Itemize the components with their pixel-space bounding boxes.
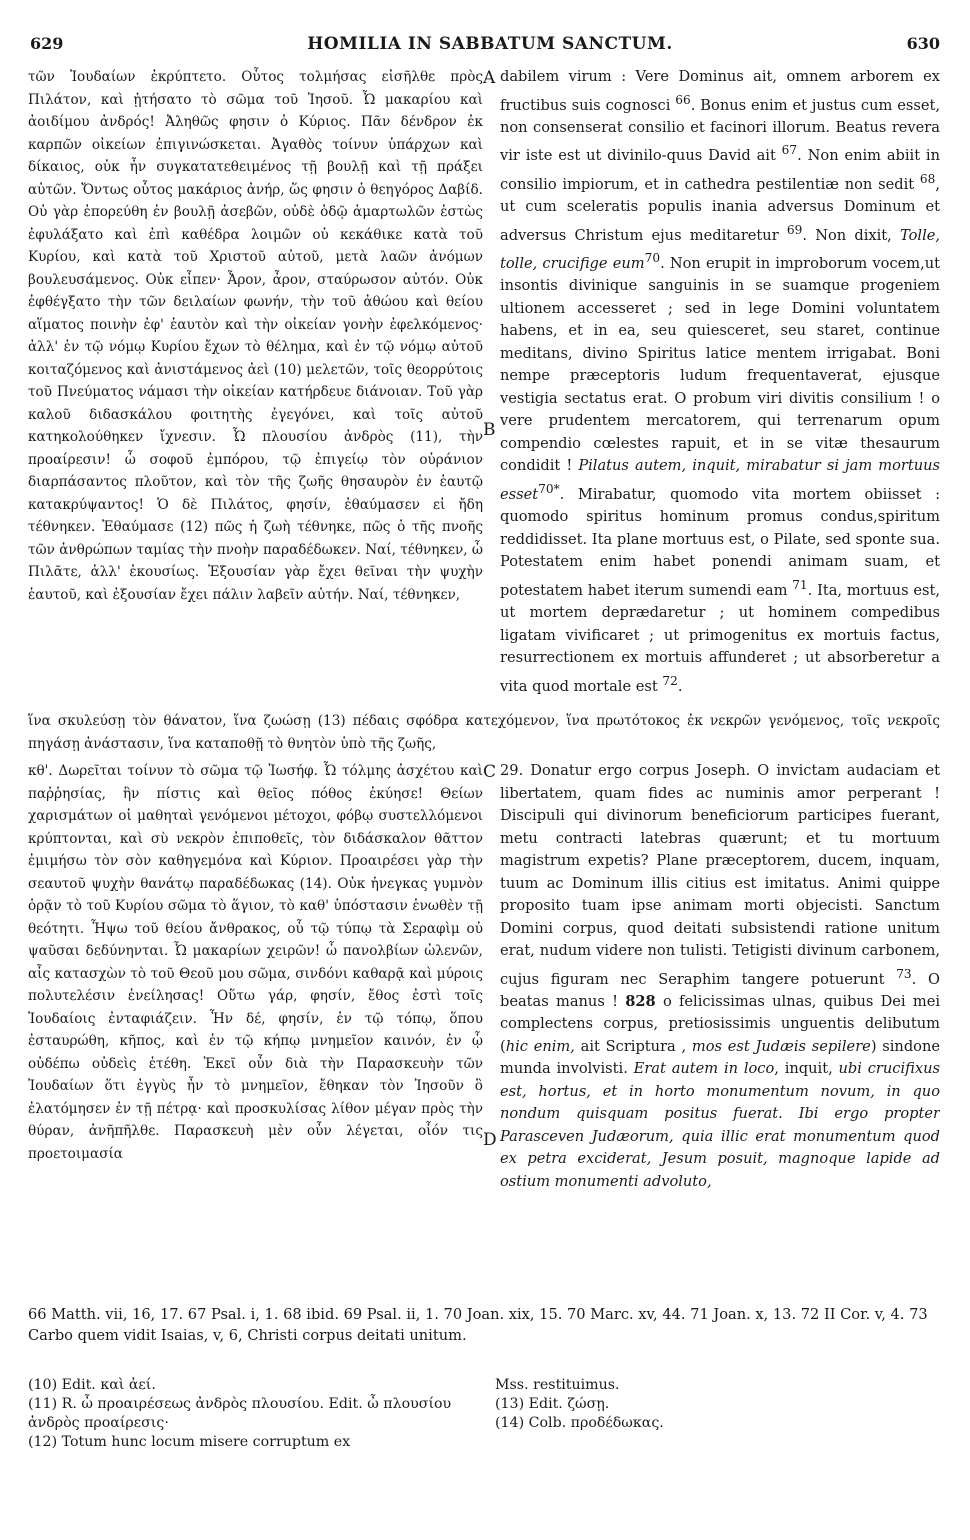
right-page-number: 630 <box>906 34 940 53</box>
footnotes: 66 Matth. vii, 16, 17. 67 Psal. i, 1. 68 ibid. 69 Psal. ii, 1. 70 Joan. xix, 15. 70 Marc. xv, 44. 71 Joan. x, 13. 72 II Cor. v, 4. 73 Carbo quem vidit Isaias, v, 6, Christi corpus deitati unitum. <box>28 1306 928 1344</box>
greek-full-width-line: ἵνα σκυλεύσῃ τὸν θάνατον, ἵνα ζωώσῃ (13) πέδαις σφόδρα κατεχόμενον, ἵνα πρωτότοκος ἐκ νεκρῶν γενόμενος, τοῖς νεκροῖς πηγάσῃ ἀνάστασιν, ἵνα καταποθῇ τὸ θνητὸν ὑπὸ τῆς ζωῆς, <box>28 713 940 752</box>
latin-italic: Pilatus autem, inquit, mirabatur si jam mortuus esset <box>500 457 940 503</box>
greek-column-lower: κθ'. Δωρεῖται τοίνυν τὸ σῶμα τῷ Ἰωσήφ. Ὦ τόλμης ἀσχέτου καὶ παῤῥησίας, ἣν πίστις καὶ θεῖος πόθος ἐκύησε! Θείων χαρισμάτων οἱ μαθηταὶ γενόμενοι μέτοχοι, φόβῳ συστελλόμενοι κρύπτονται, καὶ σὺ νεκρὸν ἐπιποθεῖς, τὸν διδάσκαλον θᾶττον ἐμιμήσω τὸν σὸν καθηγεμόνα καὶ Κύριον. Προαιρέσει γὰρ τὴν σεαυτοῦ ψυχὴν θανάτῳ παραδέδωκας (14). Οὐκ ἠνεγκας γυμνὸν ὁρᾷν τὸ τοῦ Κυρίου σῶμα τὸ ἅγιον, τὸ καθ' ὑπόστασιν ἑνωθὲν τῇ θεότητι. Ἧψω τοῦ θείου ἄνθρακος, οὗ τῷ τύπῳ τὰ Σεραφὶμ οὐ ψαῦσαι δεδύνηνται. Ὦ μακαρίων χειρῶν! ὦ πανολβίων ὠλενῶν, αἷς κατασχὼν τὸ τοῦ Θεοῦ μου σῶμα, σινδόνι καθαρᾷ καὶ μύροις πολυτελέσιν ἐνείλησας! Οὕτω γάρ, φησίν, ἔθος ἐστὶ τοῖς Ἰουδαίοις ἐνταφιάζειν. Ἦν δέ, φησίν, ἐν τῷ τόπῳ, ὅπου ἐσταυρώθη, κῆπος, καὶ ἐν τῷ κήπῳ μνημεῖον καινόν, ἐν ᾧ οὐδέπω οὐδεὶς ἐτέθη. Ἐκεῖ οὖν διὰ τὴν Παρασκευὴν τῶν Ἰουδαίων ὅτι ἐγγὺς ἦν τὸ μνημεῖον, ἔθηκαν τὸν Ἰησοῦν ὃ ἐλατόμησεν ἐν τῇ πέτρᾳ· καὶ προσκυλίσας λίθον μέγαν πρὸς τὴν θύραν, ἀνῆπῆλθε. Παρασκευὴ μὲν οὖν λέγεται, οἷόν τις προετοιμασία <box>28 763 483 1162</box>
margin-letter-d: D <box>483 1130 497 1150</box>
footnote-ref: 70 <box>644 250 661 265</box>
footnote-ref: 67 <box>781 143 798 158</box>
latin-text: . <box>677 677 683 695</box>
variant-reading: Mss. restituimus. <box>495 1377 620 1393</box>
variant-reading: (12) Totum hunc locum misere corruptum ex <box>28 1434 351 1450</box>
latin-italic: hic enim, <box>505 1037 575 1055</box>
left-page-number: 629 <box>30 34 64 53</box>
variant-reading: (11) R. ὦ προαιρέσεως ἀνδρὸς πλουσίου. Edit. ὦ πλουσίου ἀνδρὸς προαίρεσις· <box>28 1396 452 1431</box>
column-number: 828 <box>625 992 656 1010</box>
greek-column-top: τῶν Ἰουδαίων ἐκρύπτετο. Οὗτος τολμήσας εἰσῆλθε πρὸς Πιλάτον, καὶ ᾐτήσατο τὸ σῶμα τοῦ Ἰησοῦ. Ὦ μακαρίου καὶ ἀοιδίμου ἀνδρός! Ἀληθῶς φησιν ὁ Κύριος. Πᾶν δένδρον ἐκ καρπῶν οἰκείων ἐπιγινώσκεται. Ἀγαθὸς τοίνυν ὑπάρχων καὶ δίκαιος, οὐκ ἦν συγκατατεθειμένος τῇ βουλῇ καὶ τῇ πράξει αὐτῶν. Ὄντως οὗτος μακάριος ἀνήρ, ὥς φησιν ὁ θεηγόρος Δαβίδ. Οὐ γὰρ ἐπορεύθη ἐν βουλῇ ἀσεβῶν, οὐδὲ ὁδῷ ἁμαρτωλῶν ἑστὼς ἐφυλάξατο καὶ ἐπὶ καθέδρα λοιμῶν οὐ κεκάθικε κατὰ τοῦ Κυρίου, καὶ κατὰ τοῦ Χριστοῦ αὐτοῦ, μετὰ λαῶν ἀνόμων βουλευσάμενος. Οὐκ εἶπεν· Ἆρον, ἆρον, σταύρωσον αὐτόν. Οὐκ ἐφθέγξατο τὴν τῶν δειλαίων φωνήν, τὴν τοῦ ἀθώου καὶ θείου αἵματος ποινὴν ἐφ' ἑαυτὸν καὶ τὴν οἰκείαν γονὴν ἐφελκόμενος· ἀλλ' ἐν τῷ νόμῳ Κυρίου ἔχων τὸ θέλημα, καὶ ἐν τῷ νόμῳ αὐτοῦ κοιταζόμενος καὶ ἀνιστάμενος ἀεὶ (10) μελετῶν, τοῖς θεορρύτοις τοῦ Πνεύματος νάμασι τὴν οἰκείαν κατήρδευε διάνοιαν. Τοῦ γὰρ καλοῦ διδασκάλου φοιτητὴς ἐγεγόνει, καὶ τοῖς αὐτοῦ κατηκολούθηκεν ἴχνεσιν. Ὦ πλουσίου ἀνδρὸς (11), τὴν προαίρεσιν! ὦ σοφοῦ ἐμπόρου, τῷ ἐπιγείῳ τὸν οὐράνιον διαρπάσαντος πλοῦτον, καὶ τὸν τῆς ζωῆς θησαυρὸν ἐν ἑαυτῷ κατακρύψαντος! Ὁ δὲ Πιλάτος, φησίν, ἐθαύμασεν εἰ ἤδη τέθνηκεν. Ἐθαύμασε (12) πῶς ἡ ζωὴ τέθνηκε, πῶς ὁ τῆς πνοῆς τῶν ἀνθρώπων ταμίας τὴν πνοὴν παραδέδωκεν. Ναί, τέθνηκεν, ὦ Πιλᾶτε, ἀλλ' ἑκουσίως. Ἐξουσίαν γὰρ ἔχει θεῖναι τὴν ψυχὴν ἑαυτοῦ, καὶ ἐξουσίαν ἔχει πάλιν λαβεῖν αὐτήν. Ναί, τέθνηκεν, <box>28 69 483 603</box>
margin-letter-b: B <box>483 420 496 440</box>
latin-text: . Non enim abiit in consilio impiorum, et in cathedra pestilentiæ non sedit <box>500 147 940 193</box>
latin-text: ) sindone munda involvisti. <box>500 1037 940 1078</box>
margin-letter-c: C <box>483 762 497 782</box>
latin-text: . Mirabatur, quomodo vita mortem obiisset : quomodo spiritus hominum promus condus,spiritum reddidisset. Ita plane mortuus est, o Pilate, sed sponte sua. Potestatem enim habet ponendi animam suam, et potestatem habet iterum sumendi eam <box>500 485 940 599</box>
latin-text: . Non erupit in improborum vocem,ut insontis divinique sanguinis in se suamque progeniem ultionem accesseret ; sed in lege Domini voluntatem habens, et in ea, seu quiesceret, seu staret, continue meditans, divino Spiritus latice mentem irrigabat. Boni nempe præceptoris ludum frequentaverat, ejusque vestigia sectatus erat. O probum viri divitis consilium ! o vere prudentem mercatorem, qui terrenarum opum compendio cœlestes rapuit, et in se vitæ thesaurum condidit ! <box>500 254 940 475</box>
latin-text: , ut cum sceleratis populis inania adversus Dominum et adversus Christum ejus meditaretur <box>500 175 940 244</box>
variant-reading: (13) Edit. ζώσῃ. <box>495 1396 610 1412</box>
footnote-ref: 71 <box>792 577 808 592</box>
footnote-ref: 72 <box>662 673 678 688</box>
variant-reading: (14) Colb. προδέδωκας. <box>495 1415 664 1431</box>
latin-italic: mos est Judæis sepilere <box>691 1037 871 1055</box>
latin-text: 29. Donatur ergo corpus Joseph. O invictam audaciam et libertatem, quam fides ac numinis amor perperant ! Discipuli qui divinorum beneficiorum participes fuerant, metu contracti latebras quærunt; et tu mortuum magistrum expetis? Plane præceptorem, ducem, inquam, tuum ac Dominum illis citius est imitatus. Animi quippe proposito tuam ipse animam morti objecisti. Sanctum Domini corpus, quod deitati subsistendi ratione unitum erat, nudum videre non tulisti. Tetigisti divinum carbonem, cujus figuram nec Seraphim tangere potuerunt <box>500 762 940 988</box>
footnote-ref: 66 <box>675 92 691 107</box>
latin-text: , inquit, <box>774 1060 839 1078</box>
latin-text: . Non dixit, <box>802 226 901 244</box>
latin-italic: Erat autem in loco <box>633 1060 775 1078</box>
latin-italic: ubi crucifixus est, hortus, et in horto monumentum novum, in quo nondum quisquam positus fuerat. Ibi ergo propter Parasceven Judæorum, quia illic erat monumentum quod ex petra exciderat, Jesum posuit, magnoque lapide ad ostium monumenti advoluto, <box>500 1060 940 1190</box>
latin-text: ait Scriptura , <box>574 1037 692 1055</box>
latin-text: dabilem virum : Vere Dominus ait, omnem arborem ex fructibus suis cognosci <box>500 68 940 114</box>
latin-text: . Ita, mortuus est, ut mortem deprædaretur ; ut hominem compedibus ligatam vivificaret ; ut primogenitus ex mortuis factus, resurrectionem ex mortuis affunderet ; ut absorberetur a vita quod mortale est <box>500 581 940 695</box>
footnote-ref: 68 <box>919 171 936 186</box>
variant-readings-left <box>28 1376 478 1452</box>
variant-readings-right <box>495 1376 935 1433</box>
latin-column-top <box>500 66 940 706</box>
latin-text: o felicissimas ulnas, quibus Dei mei complectens corpus, pretiosissimis unguentis delibutum ( <box>500 992 940 1055</box>
footnote-ref: 73 <box>896 966 912 981</box>
latin-text: . Bonus enim et justus cum esset, non consenserat consilio et facinori illorum. Beatus revera vir iste est ut divinilo-quus David ait <box>500 96 940 165</box>
margin-letter-a: A <box>483 68 496 88</box>
running-title: HOMILIA IN SABBATUM SANCTUM. <box>307 34 673 54</box>
footnote-ref: 70* <box>538 481 560 496</box>
latin-column-lower <box>500 760 940 1300</box>
variant-reading: (10) Edit. καὶ ἀεί. <box>28 1377 156 1393</box>
latin-italic: Tolle, tolle, crucifige eum <box>500 226 940 272</box>
latin-text: . O beatas manus ! <box>500 970 940 1010</box>
footnote-ref: 69 <box>786 222 803 237</box>
